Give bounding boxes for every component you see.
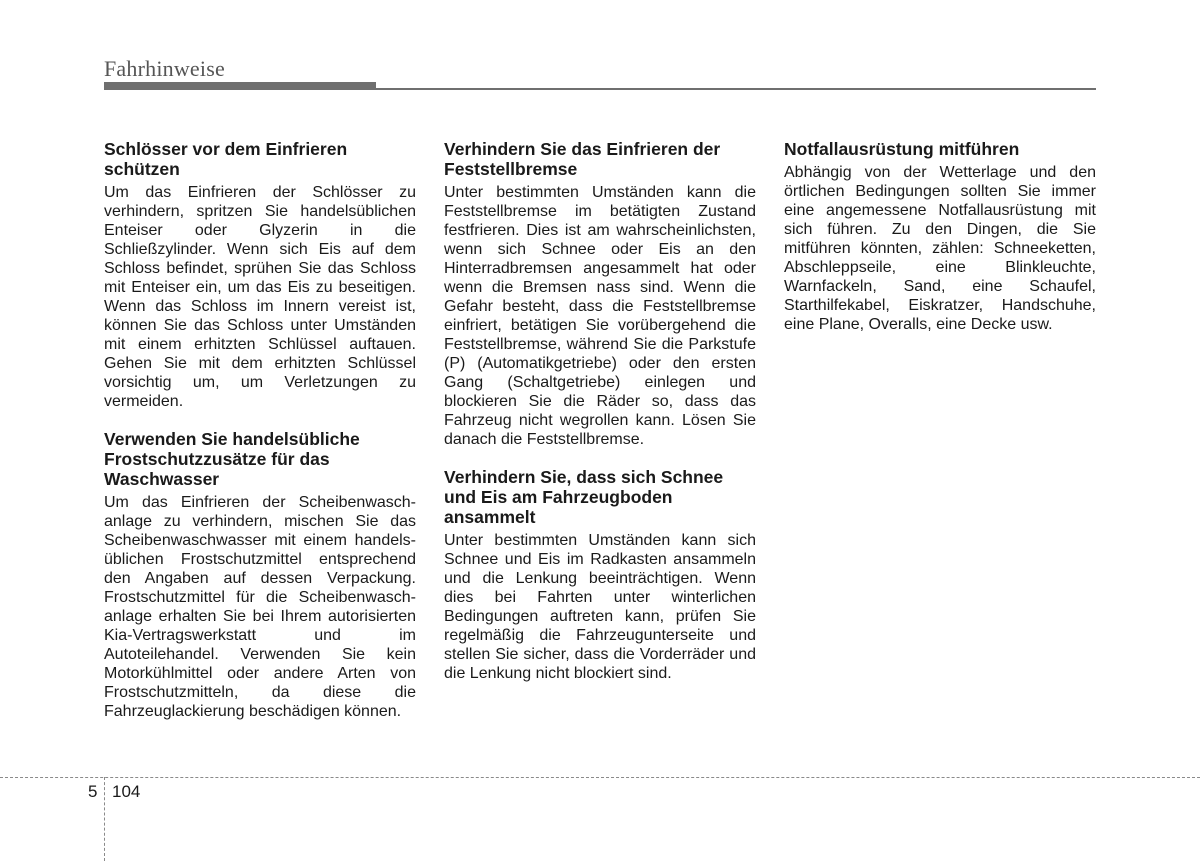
chapter-number: 5 <box>88 782 98 801</box>
section-underbody-snow <box>444 467 756 683</box>
footer-dashed-rule <box>0 777 1200 778</box>
page-number: 104 <box>112 782 141 801</box>
section-title: Fahrhinweise <box>104 56 225 81</box>
section-washer-antifreeze <box>104 429 416 721</box>
section-heading: Verhindern Sie, dass sich Schnee und Eis am Fahrzeugboden ansammelt <box>444 467 724 527</box>
section-locks <box>104 139 416 411</box>
text-column-1 <box>104 139 416 739</box>
section-parking-brake <box>444 139 756 449</box>
section-heading: Schlösser vor dem Einfrieren schützen <box>104 139 348 179</box>
section-heading: Verwenden Sie handelsübliche Frostschutzzusätze für das Waschwasser <box>104 429 360 489</box>
section-heading: Notfallausrüstung mitführen <box>784 139 1020 159</box>
header-rule-thin <box>376 88 1096 90</box>
footer-vertical-dashed-rule <box>104 777 105 861</box>
section-body: Um das Einfrieren der Schlösser zu verhindern, spritzen Sie handelsüblichen Enteiser oder Glyzerin in die Schließzylinder. Wenn sich Eis auf dem Schloss befindet, sprühen Sie das Schloss mit Enteiser ein, um das Eis zu beseitigen. Wenn das Schloss im Innern vereist ist, können Sie das Schloss unter Umständen mit einem erhitzten Schlüssel auftauen. Gehen Sie mit dem erhitzten Schlüssel vorsichtig um, um Verletzungen zu vermeiden. <box>104 184 416 410</box>
section-heading: Verhindern Sie das Einfrieren der Feststellbremse <box>444 139 721 179</box>
text-column-3 <box>784 139 1096 352</box>
section-body: Unter bestimmten Umständen kann die Feststellbremse im betätigten Zustand festfrieren. Dies ist am wahrscheinlichsten, wenn sich Schnee oder Eis an den Hinterradbremsen angesammelt hat oder wenn die Bremsen nass sind. Wenn die Gefahr besteht, dass die Feststellbremse einfriert, betätigen Sie vorübergehend die Feststellbremse, während Sie die Parkstufe (P) (Automatikgetriebe) oder den ersten Gang (Schaltgetriebe) einlegen und blockieren Sie die Räder so, dass das Fahrzeug nicht wegrollen kann. Lösen Sie danach die Feststellbremse. <box>444 184 756 448</box>
section-body: Unter bestimmten Umständen kann sich Schnee und Eis im Radkasten ansammeln und die Lenkung beeinträchtigen. Wenn dies bei Fahrten unter winterlichen Bedingungen auftreten kann, prüfen Sie regelmäßig die Fahrzeugunterseite und stellen Sie sicher, dass die Vorderräder und die Lenkung nicht blockiert sind. <box>444 532 756 682</box>
text-column-2 <box>444 139 756 701</box>
section-body: Um das Einfrieren der Scheibenwaschanlage zu verhindern, mischen Sie das Scheibenwaschwasser mit einem handelsüblichen Frostschutzmittel entsprechend den Angaben auf dessen Verpackung. Frostschutzmittel für die Scheibenwaschanlage erhalten Sie bei Ihrem autorisierten Kia-Vertragswerkstatt und im Autoteilehandel. Verwenden Sie kein Motorkühlmittel oder andere Arten von Frostschutzmitteln, da diese die Fahrzeuglackierung beschädigen können. <box>104 494 416 720</box>
section-emergency-equipment <box>784 139 1096 334</box>
header-rule-thick <box>104 82 376 90</box>
section-body: Abhängig von der Wetterlage und den örtlichen Bedingungen sollten Sie immer eine angemessene Notfallausrüstung mit sich führen. Zu den Dingen, die Sie mitführen könnten, zählen: Schneeketten, Abschleppseile, eine Blinkleuchte, Warnfackeln, Sand, eine Schaufel, Starthilfekabel, Eiskratzer, Handschuhe, eine Plane, Overalls, eine Decke usw. <box>784 164 1096 333</box>
